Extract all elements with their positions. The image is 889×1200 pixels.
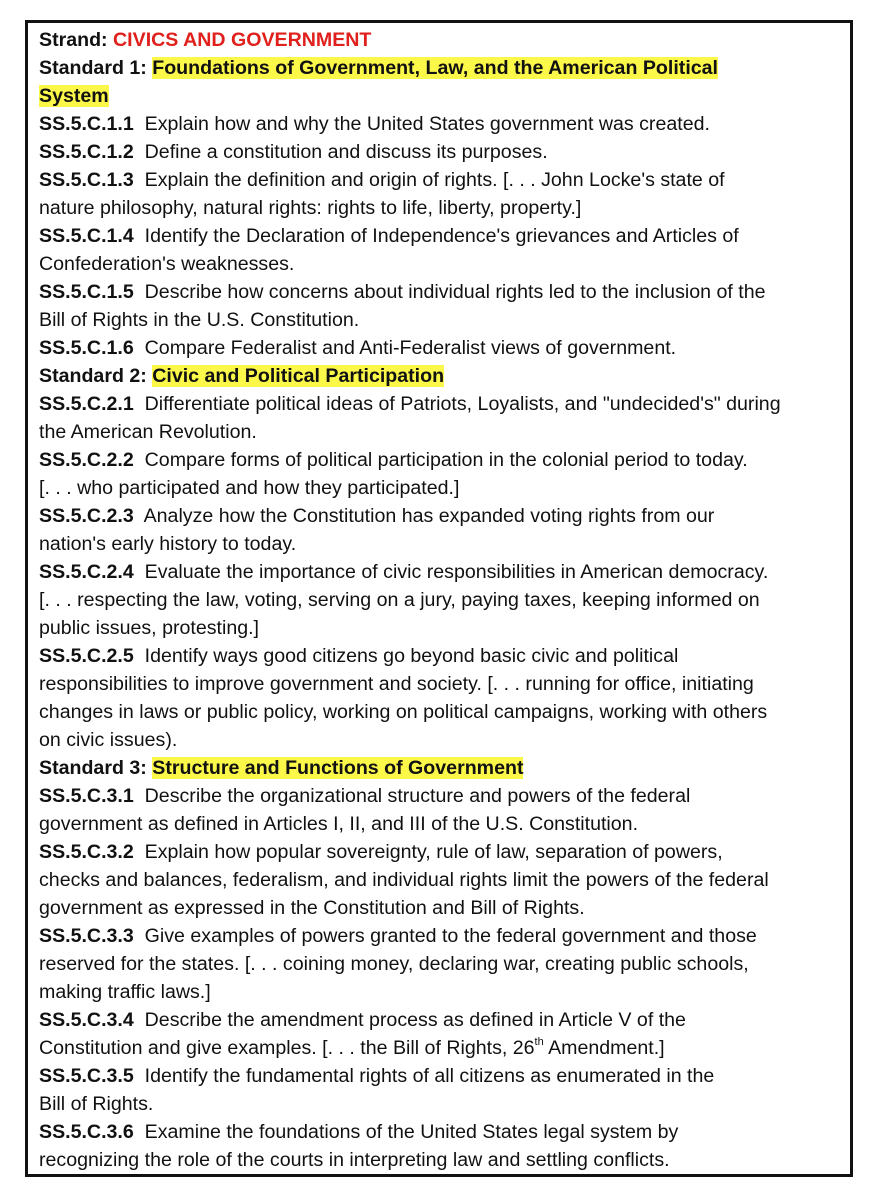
benchmark-text: Analyze how the Constitution has expanded voting rights from our <box>143 505 715 527</box>
benchmark-text: [. . . respecting the law, voting, serving on a jury, paying taxes, keeping informed on <box>39 589 760 611</box>
benchmark-text: the American Revolution. <box>39 421 257 443</box>
benchmark-line <box>39 1146 850 1174</box>
benchmark-line <box>39 474 850 502</box>
standard-heading <box>39 362 850 390</box>
benchmark-code: SS.5.C.2.2 <box>39 449 134 471</box>
benchmark-line <box>39 110 850 138</box>
benchmark-line <box>39 1062 850 1090</box>
benchmark-line <box>39 978 850 1006</box>
benchmark-line <box>39 838 850 866</box>
benchmark-code: SS.5.C.2.3 <box>39 505 134 527</box>
standards-document <box>25 20 853 1177</box>
benchmark-line <box>39 502 850 530</box>
benchmark-text: reserved for the states. [. . . coining money, declaring war, creating public schools, <box>39 953 749 975</box>
benchmark-text: Evaluate the importance of civic responsibilities in American democracy. <box>144 561 769 583</box>
benchmark-text: Define a constitution and discuss its purposes. <box>144 141 548 163</box>
standard-title: Structure and Functions of Government <box>152 757 524 779</box>
benchmark-text: Bill of Rights. <box>39 1093 154 1115</box>
benchmark-line <box>39 418 850 446</box>
benchmark-line <box>39 334 850 362</box>
benchmark-line <box>39 726 850 754</box>
benchmark-text: on civic issues). <box>39 729 178 751</box>
benchmark-line <box>39 250 850 278</box>
standard-title: System <box>39 85 109 107</box>
benchmark-line <box>39 586 850 614</box>
strand-line <box>39 26 850 54</box>
benchmark-line <box>39 642 850 670</box>
benchmark-text: Identify the fundamental rights of all citizens as enumerated in the <box>144 1065 715 1087</box>
benchmark-line <box>39 194 850 222</box>
benchmark-text: Constitution and give examples. [. . . the Bill of Rights, 26 <box>39 1037 535 1059</box>
benchmark-line <box>39 866 850 894</box>
benchmark-code: SS.5.C.3.6 <box>39 1121 134 1143</box>
superscript: th <box>534 1036 544 1049</box>
benchmark-line <box>39 1034 850 1062</box>
benchmark-line <box>39 1118 850 1146</box>
benchmark-code: SS.5.C.1.6 <box>39 337 134 359</box>
benchmark-text: Describe the amendment process as defined in Article V of the <box>144 1009 686 1031</box>
benchmark-line <box>39 1090 850 1118</box>
benchmark-code: SS.5.C.2.1 <box>39 393 134 415</box>
benchmark-text: Give examples of powers granted to the federal government and those <box>144 925 757 947</box>
standard-label: Standard 2: <box>39 365 147 387</box>
benchmark-text: recognizing the role of the courts in interpreting law and settling conflicts. <box>39 1149 670 1171</box>
benchmark-text: Describe the organizational structure and powers of the federal <box>144 785 691 807</box>
standard-label: Standard 1: <box>39 57 147 79</box>
benchmark-text: Identify the Declaration of Independence's grievances and Articles of <box>144 225 739 247</box>
benchmark-line <box>39 278 850 306</box>
benchmark-text: making traffic laws.] <box>39 981 211 1003</box>
benchmark-line <box>39 950 850 978</box>
benchmark-text: Amendment.] <box>543 1037 665 1059</box>
strand-value: CIVICS AND GOVERNMENT <box>113 29 372 51</box>
standard-heading <box>39 754 850 782</box>
benchmark-text: responsibilities to improve government and society. [. . . running for office, initiating <box>39 673 754 695</box>
benchmark-line <box>39 446 850 474</box>
benchmark-text: nature philosophy, natural rights: rights to life, liberty, property.] <box>39 197 582 219</box>
benchmark-line <box>39 894 850 922</box>
benchmark-line <box>39 138 850 166</box>
benchmark-code: SS.5.C.1.2 <box>39 141 134 163</box>
standard-title: Civic and Political Participation <box>152 365 445 387</box>
benchmark-text: Differentiate political ideas of Patriots, Loyalists, and "undecided's" during <box>144 393 781 415</box>
benchmark-line <box>39 1006 850 1034</box>
standard-label: Standard 3: <box>39 757 147 779</box>
benchmark-line <box>39 306 850 334</box>
standard-heading <box>39 54 850 82</box>
benchmark-code: SS.5.C.3.4 <box>39 1009 134 1031</box>
benchmark-code: SS.5.C.1.4 <box>39 225 134 247</box>
benchmark-text: Explain how and why the United States government was created. <box>144 113 710 135</box>
benchmark-code: SS.5.C.3.3 <box>39 925 134 947</box>
benchmark-line <box>39 782 850 810</box>
benchmark-text: changes in laws or public policy, working on political campaigns, working with others <box>39 701 768 723</box>
benchmark-text: [. . . who participated and how they participated.] <box>39 477 460 499</box>
benchmark-line <box>39 810 850 838</box>
document-content <box>39 26 850 1174</box>
benchmark-line <box>39 166 850 194</box>
benchmark-code: SS.5.C.2.4 <box>39 561 134 583</box>
benchmark-code: SS.5.C.1.1 <box>39 113 134 135</box>
benchmark-text: Explain how popular sovereignty, rule of law, separation of powers, <box>144 841 723 863</box>
benchmark-text: Compare forms of political participation in the colonial period to today. <box>144 449 748 471</box>
benchmark-code: SS.5.C.3.1 <box>39 785 134 807</box>
benchmark-line <box>39 390 850 418</box>
strand-label: Strand: <box>39 29 108 51</box>
benchmark-text: Identify ways good citizens go beyond basic civic and political <box>144 645 679 667</box>
benchmark-text: government as expressed in the Constitution and Bill of Rights. <box>39 897 585 919</box>
benchmark-line <box>39 530 850 558</box>
benchmark-line <box>39 614 850 642</box>
benchmark-text: Describe how concerns about individual rights led to the inclusion of the <box>144 281 766 303</box>
benchmark-text: Compare Federalist and Anti-Federalist views of government. <box>144 337 677 359</box>
standard-title: Foundations of Government, Law, and the American Political <box>152 57 718 79</box>
benchmark-code: SS.5.C.2.5 <box>39 645 134 667</box>
benchmark-text: checks and balances, federalism, and individual rights limit the powers of the federal <box>39 869 769 891</box>
benchmark-text: Explain the definition and origin of rights. [. . . John Locke's state of <box>144 169 725 191</box>
benchmark-line <box>39 670 850 698</box>
benchmark-line <box>39 922 850 950</box>
benchmark-text: Confederation's weaknesses. <box>39 253 295 275</box>
benchmark-code: SS.5.C.3.2 <box>39 841 134 863</box>
benchmark-line <box>39 558 850 586</box>
benchmark-text: nation's early history to today. <box>39 533 297 555</box>
standard-heading <box>39 82 850 110</box>
benchmark-code: SS.5.C.1.5 <box>39 281 134 303</box>
benchmark-text: government as defined in Articles I, II, and III of the U.S. Constitution. <box>39 813 639 835</box>
benchmark-line <box>39 222 850 250</box>
benchmark-text: Examine the foundations of the United States legal system by <box>144 1121 679 1143</box>
benchmark-text: Bill of Rights in the U.S. Constitution. <box>39 309 360 331</box>
benchmark-text: public issues, protesting.] <box>39 617 259 639</box>
benchmark-code: SS.5.C.3.5 <box>39 1065 134 1087</box>
benchmark-code: SS.5.C.1.3 <box>39 169 134 191</box>
benchmark-line <box>39 698 850 726</box>
